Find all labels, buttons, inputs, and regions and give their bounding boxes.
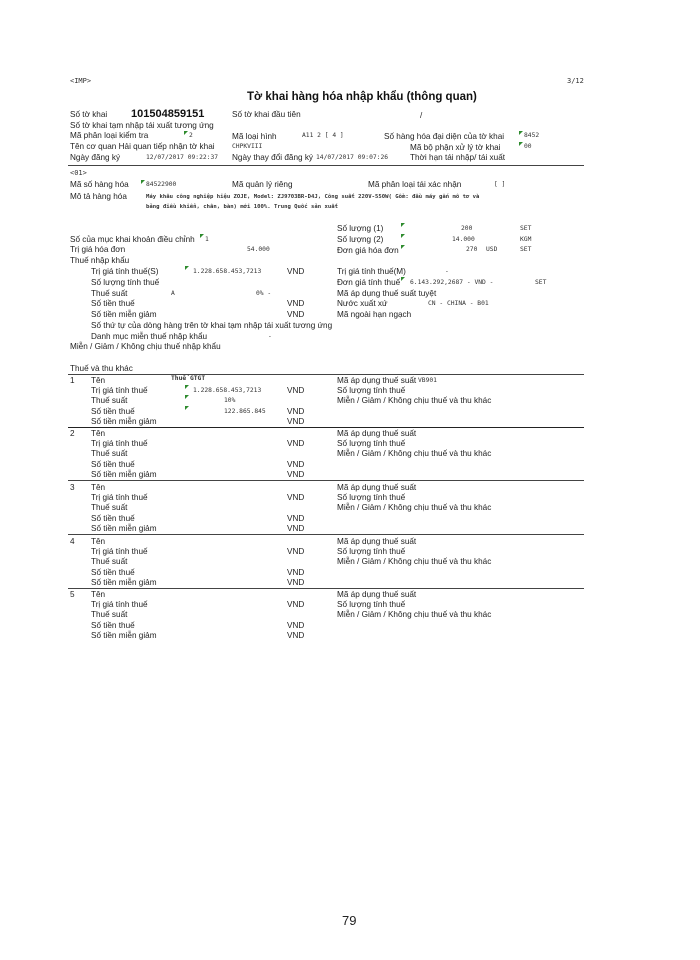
tax-tri-gia-label: Trị giá tính thuế [91, 439, 148, 448]
so-thu-tu-label: Số thứ tự của dòng hàng trên tờ khai tạm nhập tái xuất tương ứng [91, 321, 333, 330]
tax-vnd: VND [287, 514, 305, 523]
tax-so-tien-thue-label: Số tiền thuế [91, 460, 135, 469]
tri-gia-tinh-thue-m-label: Trị giá tính thuế(M) [337, 267, 406, 276]
tax-ma-ap-dung-label: Mã áp dụng thuế suất [337, 537, 417, 546]
tax-mien-giam-label: Miễn / Giảm / Không chịu thuế và thu khác [337, 503, 492, 512]
tax-row-number: 1 [70, 376, 75, 385]
tax-mien-giam-label: Miễn / Giảm / Không chịu thuế và thu khác [337, 449, 492, 458]
so-to-khai-dau-tien-label: Số tờ khai đầu tiên [232, 110, 301, 119]
ngay-thay-doi-value: 14/07/2017 09:07:26 [316, 154, 389, 161]
tax-so-luong-label: Số lượng tính thuế [337, 600, 406, 609]
tax-ma-ap-dung-label: Mã áp dụng thuế suất [337, 590, 417, 599]
danh-muc-value: - [268, 333, 272, 340]
don-gia-tinh-thue-label: Đơn giá tính thuế [337, 278, 401, 287]
ma-phan-loai-tai-xac-nhan-label: Mã phân loại tái xác nhận [368, 180, 462, 189]
danh-muc-label: Danh mục miễn thuế nhập khẩu [91, 332, 208, 341]
tax-tri-gia-label: Trị giá tính thuế [91, 493, 148, 502]
tri-gia-tinh-thue-s-value: 1.228.658.453,7213 [193, 268, 262, 275]
ma-phan-loai-tai-xac-nhan-value: [ ] [494, 181, 506, 188]
don-gia-hoa-don-label: Đơn giá hóa đơn [337, 246, 399, 255]
thue-suat-label: Thuế suất [91, 289, 128, 298]
nuoc-xuat-xu-value: CN - CHINA - B01 [428, 300, 489, 307]
tax-so-tien-mien-giam-label: Số tiền miễn giảm [91, 578, 157, 587]
ma-ap-dung-thue-tuyet-label: Mã áp dụng thuế suất tuyệt [337, 289, 437, 298]
tax-ma-ap-dung-label: Mã áp dụng thuế suất [337, 429, 417, 438]
ngay-dang-ky-value: 12/07/2017 09:22:37 [146, 154, 219, 161]
tri-gia-hoa-don-value: 54.000 [247, 246, 270, 253]
nuoc-xuat-xu-label: Nước xuất xứ [337, 299, 388, 308]
ma-so-hang-hoa-value: 84522900 [146, 181, 177, 188]
ngay-dang-ky-label: Ngày đăng ký [70, 153, 121, 162]
page-title: Tờ khai hàng hóa nhập khẩu (thông quan) [247, 91, 477, 103]
imp-tag: <IMP> [70, 77, 92, 85]
vnd-1: VND [287, 267, 305, 276]
tax-vnd: VND [287, 621, 305, 630]
mien-giam-nk-label: Miễn / Giảm / Không chịu thuế nhập khẩu [70, 342, 221, 351]
tax-so-luong-label: Số lượng tính thuế [337, 547, 406, 556]
don-gia-tinh-thue-value: 6.143.292,2687 - VND - [410, 279, 494, 286]
don-gia-tinh-thue-unit: SET [535, 279, 547, 286]
tax-thue-suat-label: Thuế suất [91, 610, 128, 619]
tax-so-tien-thue-label: Số tiền thuế [91, 568, 135, 577]
so-tien-mien-giam-label: Số tiền miễn giảm [91, 310, 157, 319]
ma-loai-hinh-label: Mã loại hình [232, 132, 277, 141]
tax-ten-label: Tên [91, 537, 106, 546]
so-tien-thue-label: Số tiền thuế [91, 299, 135, 308]
tax-tri-gia-label: Trị giá tính thuế [91, 386, 148, 395]
so-muc-label: Số của mục khai khoản điều chỉnh [70, 235, 195, 244]
so-luong-2-unit: KGM [520, 236, 532, 243]
tax-so-tien-mien-giam-label: Số tiền miễn giảm [91, 417, 157, 426]
ma-phan-loai-kiem-tra-value: 2 [189, 132, 193, 139]
ma-bo-phan-value: 00 [524, 143, 532, 150]
tax-so-luong-label: Số lượng tính thuế [337, 493, 406, 502]
divider [68, 588, 584, 589]
so-hang-hoa-dai-dien-label: Số hàng hóa đại diện của tờ khai [384, 132, 505, 141]
tax-vnd: VND [287, 578, 305, 587]
tax-mien-giam-label: Miễn / Giảm / Không chịu thuế và thu khác [337, 557, 492, 566]
page-number: 79 [342, 913, 357, 928]
tax-so-tien-thue-label: Số tiền thuế [91, 621, 135, 630]
tax-so-tien-value: 122.865.845 [224, 408, 266, 415]
so-luong-1-value: 200 [461, 225, 473, 232]
don-gia-hoa-don-cur: USD [486, 246, 498, 253]
so-hang-hoa-dai-dien-value: 8452 [524, 132, 540, 139]
tax-ma-value: VB901 [418, 377, 437, 384]
so-to-khai-label: Số tờ khai [70, 110, 108, 119]
tax-tri-gia-label: Trị giá tính thuế [91, 547, 148, 556]
tax-vnd: VND [287, 493, 305, 502]
tax-mien-giam-label: Miễn / Giảm / Không chịu thuế và thu khác [337, 396, 492, 405]
tax-thue-suat-label: Thuế suất [91, 503, 128, 512]
tax-vnd: VND [287, 460, 305, 469]
thue-thu-khac-label: Thuế và thu khác [70, 364, 133, 373]
ten-co-quan-label: Tên cơ quan Hải quan tiếp nhận tờ khai [70, 142, 215, 151]
tax-vnd: VND [287, 470, 305, 479]
tax-vnd: VND [287, 547, 305, 556]
tax-vnd: VND [287, 439, 305, 448]
tax-vnd: VND [287, 600, 305, 609]
tam-nhap-label: Số tờ khai tạm nhập tái xuất tương ứng [70, 121, 214, 130]
tax-so-tien-mien-giam-label: Số tiền miễn giảm [91, 631, 157, 640]
ten-co-quan-value: CHPKVIII [232, 143, 263, 150]
tax-thue-suat-value: 10% [224, 397, 236, 404]
tri-gia-tinh-thue-m-value: - [445, 268, 449, 275]
ma-ngoai-han-ngach-label: Mã ngoài hạn ngạch [337, 310, 412, 319]
tax-vnd: VND [287, 631, 305, 640]
so-to-khai-value: 101504859151 [131, 108, 205, 120]
tax-so-luong-label: Số lượng tính thuế [337, 439, 406, 448]
vnd-2: VND [287, 299, 305, 308]
tax-so-tien-thue-label: Số tiền thuế [91, 514, 135, 523]
divider [68, 427, 584, 428]
mo-ta-line-1: Máy khâu công nghiệp hiệu ZOJE, Model: ZJ9703BR-D4J, Công suất 220V-550W( Gồm: đầu máy gắn mô tơ và [146, 194, 480, 200]
don-gia-hoa-don-value: 270 [466, 246, 478, 253]
tax-so-luong-label: Số lượng tính thuế [337, 386, 406, 395]
tax-thue-suat-label: Thuế suất [91, 557, 128, 566]
divider [68, 374, 584, 375]
tax-thue-suat-label: Thuế suất [91, 396, 128, 405]
divider [68, 480, 584, 481]
item-index: <01> [70, 169, 87, 177]
tax-tri-gia-value: 1.228.658.453,7213 [193, 387, 262, 394]
slash: / [420, 111, 423, 120]
thue-suat-code: A [171, 290, 175, 297]
tax-row-number: 3 [70, 483, 75, 492]
tax-ma-ap-dung-label: Mã áp dụng thuế suất [337, 376, 417, 385]
ma-so-hang-hoa-label: Mã số hàng hóa [70, 180, 129, 189]
ma-loai-hinh-value: A11 2 [ 4 ] [302, 132, 344, 139]
ngay-thay-doi-label: Ngày thay đổi đăng ký [232, 153, 314, 162]
tax-ten-label: Tên [91, 376, 106, 385]
tax-vnd: VND [287, 524, 305, 533]
tax-ma-ap-dung-label: Mã áp dụng thuế suất [337, 483, 417, 492]
tax-row-number: 4 [70, 537, 75, 546]
tax-vnd: VND [287, 568, 305, 577]
tax-mien-giam-label: Miễn / Giảm / Không chịu thuế và thu khác [337, 610, 492, 619]
tax-tri-gia-label: Trị giá tính thuế [91, 600, 148, 609]
tax-vnd: VND [287, 407, 305, 416]
tax-row-number: 5 [70, 590, 75, 599]
tax-vnd: VND [287, 386, 305, 395]
ma-bo-phan-label: Mã bộ phận xử lý tờ khai [410, 143, 501, 152]
tax-ten-label: Tên [91, 483, 106, 492]
tax-vnd: VND [287, 417, 305, 426]
mo-ta-label: Mô tả hàng hóa [70, 192, 127, 201]
so-luong-2-label: Số lượng (2) [337, 235, 384, 244]
thoi-han-label: Thời hạn tái nhập/ tái xuất [410, 153, 506, 162]
tax-ten-value: Thuế GTGT [171, 375, 206, 382]
divider [68, 534, 584, 535]
so-luong-2-value: 14.000 [452, 236, 475, 243]
vnd-3: VND [287, 310, 305, 319]
thue-nhap-khau-label: Thuế nhập khẩu [70, 256, 130, 265]
tax-ten-label: Tên [91, 590, 106, 599]
tax-row-number: 2 [70, 429, 75, 438]
tax-so-tien-mien-giam-label: Số tiền miễn giảm [91, 524, 157, 533]
don-gia-hoa-don-unit: SET [520, 246, 532, 253]
ma-phan-loai-kiem-tra-label: Mã phân loại kiểm tra [70, 131, 149, 140]
so-luong-1-label: Số lượng (1) [337, 224, 384, 233]
so-luong-1-unit: SET [520, 225, 532, 232]
so-luong-tinh-thue-label: Số lượng tính thuế [91, 278, 160, 287]
tri-gia-hoa-don-label: Trị giá hóa đơn [70, 245, 126, 254]
so-muc-value: 1 [205, 236, 209, 243]
tax-thue-suat-label: Thuế suất [91, 449, 128, 458]
tax-so-tien-thue-label: Số tiền thuế [91, 407, 135, 416]
thue-suat-value: 0% - [256, 290, 272, 297]
tri-gia-tinh-thue-s-label: Trị giá tính thuế(S) [91, 267, 159, 276]
tax-so-tien-mien-giam-label: Số tiền miễn giảm [91, 470, 157, 479]
tax-ten-label: Tên [91, 429, 106, 438]
divider [68, 165, 584, 166]
ma-quan-ly-rieng-label: Mã quản lý riêng [232, 180, 293, 189]
mo-ta-line-2: bảng điều khiển, chân, bàn) mới 100%. Trung Quốc sản xuất [146, 204, 338, 210]
page-of: 3/12 [567, 77, 584, 85]
